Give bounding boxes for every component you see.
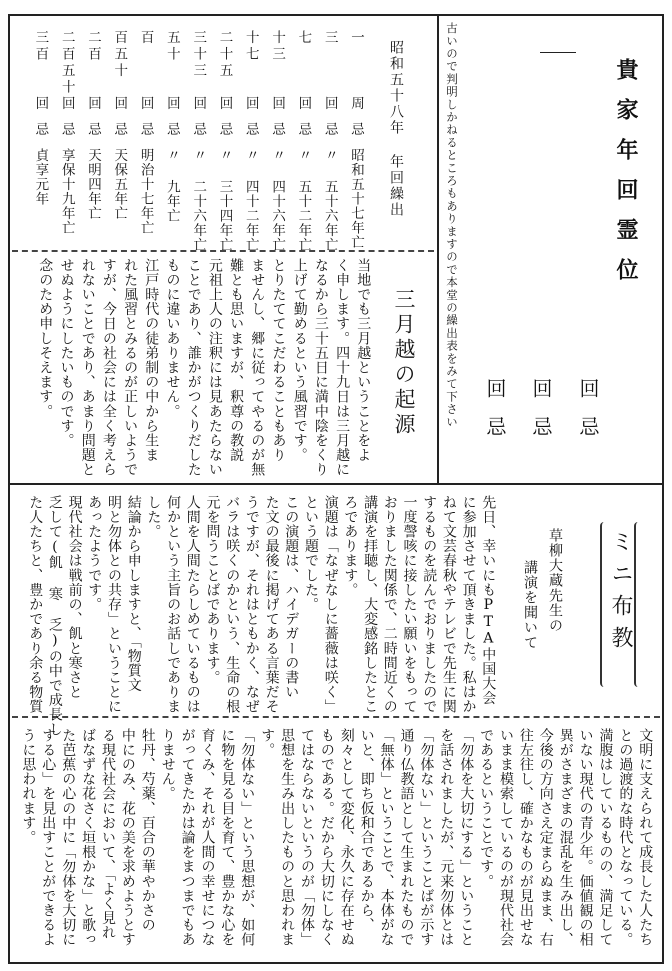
mini-line: 往左往し、確かなものが見出せな <box>517 728 534 947</box>
chart-row-number: 三十三 <box>190 30 207 80</box>
mini-line: 刻々として変化、永久に存在せぬ <box>338 728 355 947</box>
mini-line: に物を見る目を育て、豊かな心を <box>219 728 236 947</box>
chart-row-year: 〃 四十六年亡 <box>269 148 286 252</box>
sangatsu-line: れないことであり、あまり問題と <box>79 258 96 477</box>
mini-line: との過渡的な時代となっている。 <box>617 728 634 947</box>
mini-line: 「無体」ということで、本体がな <box>378 728 395 947</box>
chart-row-ki: 忌 <box>216 122 233 136</box>
mini-line: した。 <box>145 495 162 539</box>
mini-line: 元を問うことばであります。 <box>204 495 221 685</box>
mini-title: ミニ布教 <box>608 530 633 658</box>
mini-line: 牡丹、芍薬、百合の華やかさの <box>139 728 156 933</box>
title-rule <box>540 52 576 53</box>
mini-line: 一度謦咳に接したい願いをもって <box>401 495 418 714</box>
sangatsu-line: すが、今日の社会には全く考えら <box>100 258 117 477</box>
chart-row-ki: 忌 <box>85 122 101 136</box>
chart-row-year: 〃 四十二年亡 <box>242 148 259 252</box>
mini-line: バラは咲くのかという、生命の根 <box>224 495 241 714</box>
chart-row-kai: 回 <box>242 96 259 110</box>
chart-row-number: 一 <box>348 30 364 47</box>
chart-row-year: 〃 五十二年亡 <box>295 148 312 252</box>
mini-line: る現代社会において、「よく見れ <box>99 728 116 940</box>
chart-row-year: 昭和五十七年亡 <box>348 148 364 250</box>
mini-line: する心」を見出すことができるよ <box>40 728 57 947</box>
chart-row-ki: 忌 <box>269 122 286 136</box>
chart-row-year: 享保十九年亡 <box>58 148 75 235</box>
sangatsu-line: く申します。四十九日は三月越に <box>334 258 351 477</box>
mini-line: 何かという主旨のお話しでありま <box>165 495 182 714</box>
chart-row-kai: 回 <box>190 96 207 110</box>
chart-row-ki: 忌 <box>348 122 364 136</box>
mini-line: という題でした。 <box>302 495 319 612</box>
mini-line: 現代社会は戦前の、飢と寒さと <box>66 495 83 700</box>
mini-line: 先日、幸いにもPTA中国大会 <box>480 495 497 706</box>
mini-line: あったようです。 <box>86 495 103 612</box>
mini-line: 「勿体ない」ということばが示す <box>418 728 435 947</box>
sangatsu-line: 難とも思いますが、釈尊の教説 <box>228 258 245 463</box>
chart-row-number: 二十五 <box>216 30 233 80</box>
chart-row-kai: 回 <box>85 96 101 110</box>
chart-row-number: 百五十 <box>111 30 128 80</box>
mini-line: 異がさまざまの混乱を生み出し、 <box>557 728 574 947</box>
sangatsu-line: ものに違いありません。 <box>164 258 181 419</box>
mini-line: 通り仏教語として生まれたもので <box>398 728 415 947</box>
mini-line: を話されましたが、元来勿体とは <box>438 728 455 947</box>
mini-line: 「勿体を大切にする」ということ <box>458 728 475 947</box>
mini-line: 演題は「なぜなしに薔薇は咲く」 <box>322 495 339 714</box>
mini-subtitle-1: 草柳大蔵先生の <box>547 528 563 633</box>
mini-separator <box>12 716 660 718</box>
mini-line: た文の最後に掲げてある言葉だそ <box>263 495 280 714</box>
mini-line: た芭蕉の心の中に「勿体を大切に <box>60 728 77 947</box>
chart-row-number: 百 <box>137 30 154 47</box>
sangatsu-line: 元祖上人の注釈には見あたらない <box>206 258 223 477</box>
chart-row-ki: 忌 <box>242 122 259 136</box>
mini-line: 明と勿体との共存」ということに <box>105 495 122 714</box>
mini-line: 中にのみ、花の美を求めようとす <box>119 728 136 947</box>
mini-line: ばなずな花さく垣根かな」と歌っ <box>80 728 97 947</box>
mini-line: 「勿体ない」という思想が、如何 <box>239 728 256 947</box>
chart-row-kai: 回 <box>295 96 312 110</box>
chart-row-number: 三 <box>321 30 338 47</box>
chart-row-kai: 回 <box>163 96 180 110</box>
chart-row-kai: 回 <box>32 96 49 110</box>
mini-line: 満腹はしているものの、満足して <box>597 728 614 947</box>
sangatsu-line: ことであり、誰かがつくりだした <box>185 258 202 477</box>
kinen-divider <box>437 14 439 484</box>
sangatsu-line: なるから三十五日に満中陰をくり <box>312 258 329 477</box>
chart-row-year: 〃 二十六年亡 <box>190 148 207 252</box>
chart-row-year: 貞享元年 <box>32 148 49 206</box>
mini-line: 結論から申しますと、「物質文 <box>125 495 142 693</box>
chart-row-ki: 忌 <box>190 122 207 136</box>
mini-line: この演題は、ハイデガーの書い <box>283 495 300 700</box>
chart-row-kai: 回 <box>216 96 233 110</box>
chart-row-kai: 周 <box>348 96 364 110</box>
chart-row-year: 天保五年亡 <box>111 148 128 221</box>
sangatsu-line: れた風習とみるのが正しいようで <box>122 258 139 477</box>
frame-bottom <box>8 962 664 964</box>
frame-left <box>8 14 10 964</box>
mini-line: 人間を人間たらしめているものは <box>184 495 201 714</box>
kai-label-3: 回忌 <box>483 378 507 454</box>
chart-row-number: 五十 <box>163 30 180 63</box>
mini-line: ものである。だから大切にしなく <box>318 728 335 947</box>
kai-label-1: 回忌 <box>576 378 600 454</box>
mini-line: うですが、それはともかく、なぜ <box>243 495 260 714</box>
chart-row-number: 十三 <box>269 30 286 63</box>
sangatsu-line: ませんし、郷に従ってやるのが無 <box>249 258 266 477</box>
sangatsu-line: 江戸時代の徒弟制の中から生ま <box>143 258 160 463</box>
chart-heading: 昭和五十八年 年回繰出 <box>388 40 404 218</box>
chart-row-kai: 回 <box>137 96 154 110</box>
chart-row-ki: 忌 <box>137 122 154 136</box>
kinen-note: 古いので判明しかねるところもありますので本堂の繰出表をみて下さい <box>445 22 459 429</box>
mini-line: がってきたかは論をまつまでもあ <box>179 728 196 947</box>
kinen-title: 貴家年回霊位 <box>613 58 639 298</box>
mini-line: 講演を拝聴し、大変感銘したとこ <box>362 495 379 714</box>
mini-line: に参加させて頂きました。私はか <box>460 495 477 714</box>
mini-line: 思想を生み出したものと思われま <box>279 728 296 947</box>
chart-row-number: 七 <box>295 30 312 47</box>
chart-row-year: 〃 五十六年亡 <box>321 148 338 252</box>
mini-line: いまま模索しているのが現代社会 <box>497 728 514 947</box>
mini-line: いない現代の青少年。価値観の相 <box>577 728 594 947</box>
mini-line: ねて文芸春秋やテレビで先生に関 <box>440 495 457 714</box>
chart-row-number: 二百五十 <box>58 30 75 96</box>
chart-row-year: 〃 三十四年亡 <box>216 148 233 252</box>
chart-row-year: 明治十七年亡 <box>137 148 154 235</box>
chart-row-year: 天明四年亡 <box>85 148 101 221</box>
sangatsu-title: 三月越の起源 <box>392 288 416 438</box>
chart-row-ki: 忌 <box>295 122 312 136</box>
frame-top <box>8 14 664 16</box>
chart-row-ki: 忌 <box>111 122 128 136</box>
band-separator <box>8 483 664 485</box>
mini-subtitle-2: 講演を聞いて <box>522 560 538 650</box>
mini-line: いと、即ち仮和合であるから、 <box>358 728 375 933</box>
mini-line: うに思われます。 <box>20 728 37 845</box>
mini-line: であるということです。 <box>478 728 495 889</box>
mini-line: おりました関係で、二時間近くの <box>381 495 398 714</box>
mini-line: ろであります。 <box>342 495 359 598</box>
mini-line: 乏して(飢 寒 乏)の中で成長し <box>46 495 63 737</box>
mini-line: た人たちと、豊かであり余る物質 <box>27 495 44 714</box>
chart-row-year: 〃 九年亡 <box>163 148 180 223</box>
chart-row-kai: 回 <box>58 96 75 110</box>
mini-line: 今後の方向さえ定まらぬまま、右 <box>537 728 554 947</box>
mini-line: 育くみ、それが人間の幸せにつな <box>199 728 216 947</box>
sangatsu-line: とりたててこだわることもあり <box>270 258 287 463</box>
chart-row-kai: 回 <box>111 96 128 110</box>
chart-row-kai: 回 <box>269 96 286 110</box>
kai-label-2: 回忌 <box>529 378 553 454</box>
chart-row-number: 三百 <box>32 30 49 63</box>
chart-row-ki: 忌 <box>58 122 75 136</box>
sangatsu-line: せぬようにしたいものです。 <box>58 258 75 448</box>
chart-row-ki: 忌 <box>321 122 338 136</box>
mini-line: 文明に支えられて成長した人たち <box>637 728 654 947</box>
sangatsu-line: 当地でも三月越ということをよ <box>355 258 372 463</box>
chart-row-number: 二百 <box>85 30 101 63</box>
chart-row-number: 十七 <box>242 30 259 63</box>
chart-row-ki: 忌 <box>32 122 49 136</box>
chart-row-ki: 忌 <box>163 122 180 136</box>
chart-row-kai: 回 <box>321 96 338 110</box>
sangatsu-line: 上げて勤めるという風習です。 <box>291 258 308 463</box>
frame-right <box>662 14 664 964</box>
mini-line: するものを読んでおりましたので <box>421 495 438 714</box>
sangatsu-line: 念のため申しそえます。 <box>37 258 54 419</box>
mini-line: てはならないというのが「勿体」 <box>298 728 315 947</box>
mini-line: りません。 <box>159 728 176 801</box>
mini-line: す。 <box>259 728 276 758</box>
